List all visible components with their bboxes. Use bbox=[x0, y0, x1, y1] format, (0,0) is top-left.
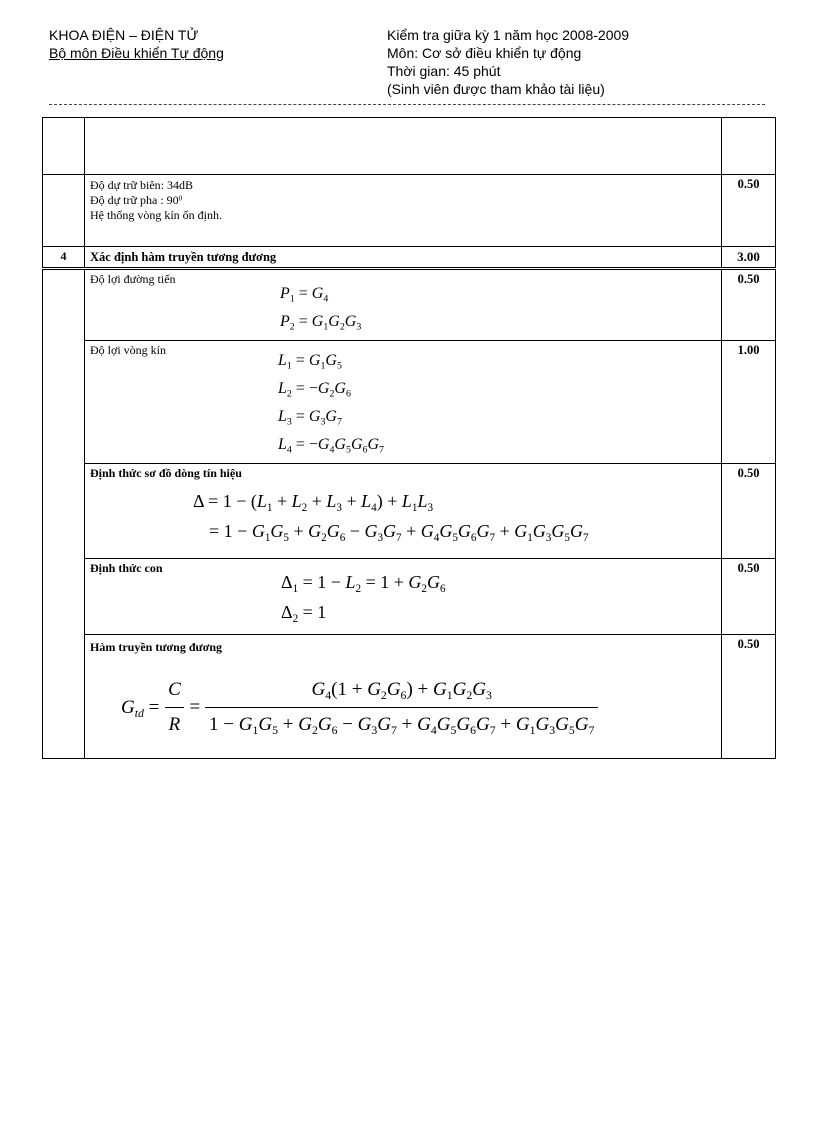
cofactor-equations bbox=[281, 567, 446, 627]
score-value: 0.50 bbox=[722, 175, 776, 247]
equation: $\Delta_2 = 1$ bbox=[281, 602, 327, 625]
exam-time: Thời gian: 45 phút bbox=[387, 63, 501, 79]
content-cell bbox=[85, 118, 722, 175]
equation: $L_1 = G_1G_5$ bbox=[278, 352, 342, 372]
table-row bbox=[43, 559, 776, 635]
question-number: 4 bbox=[43, 247, 85, 269]
number-cell bbox=[43, 175, 85, 247]
score-cell bbox=[722, 118, 776, 175]
equation: $P_1 = G_4$ bbox=[280, 285, 329, 305]
forward-gain-label: Độ lợi đường tiến bbox=[90, 272, 176, 286]
determinant-label: Định thức sơ đồ dòng tín hiệu bbox=[90, 466, 242, 480]
score-value: 0.50 bbox=[722, 635, 776, 759]
table-row bbox=[43, 341, 776, 464]
loop-gain-equations bbox=[278, 347, 384, 459]
exam-note: (Sinh viên được tham khảo tài liệu) bbox=[387, 81, 605, 97]
equation: $\Delta_1 = 1 - L_2 = 1 + G_2G_6$ bbox=[281, 572, 446, 595]
answer-table bbox=[42, 117, 776, 759]
determinant-content bbox=[85, 464, 722, 559]
fraction: $\frac{G_4(1 + G_2G_6) + G_1G_2G_3}{1 - G_1G_5 + G_2G_6 - G_3G_7 + G_4G_5G_6G_7 + G_1G_3G_5G_7}$ bbox=[205, 675, 598, 740]
equation: $L_3 = G_3G_7$ bbox=[278, 408, 342, 428]
faculty-name: KHOA ĐIỆN – ĐIỆN TỬ bbox=[49, 27, 199, 43]
table-row bbox=[43, 247, 776, 269]
subject: Môn: Cơ sở điều khiển tự động bbox=[387, 45, 582, 61]
table-row bbox=[43, 269, 776, 341]
forward-gain-content bbox=[85, 269, 722, 341]
score-value: 1.00 bbox=[722, 341, 776, 464]
score-value: 0.50 bbox=[722, 464, 776, 559]
equation: $P_2 = G_1G_2G_3$ bbox=[280, 313, 362, 333]
number-cell bbox=[43, 269, 85, 759]
fraction: $\frac{C}{R}$ bbox=[164, 675, 185, 740]
transfer-function-label: Hàm truyền tương đương bbox=[90, 640, 223, 654]
gain-margin: Độ dự trữ biên: 34dB bbox=[90, 178, 194, 192]
cofactor-content bbox=[85, 559, 722, 635]
cofactor-label: Định thức con bbox=[90, 561, 163, 575]
question-score: 3.00 bbox=[722, 247, 776, 269]
table-row bbox=[43, 464, 776, 559]
header-right bbox=[387, 26, 629, 98]
exam-title: Kiểm tra giữa kỳ 1 năm học 2008-2009 bbox=[387, 27, 630, 43]
equation: $\Delta = 1 - (L_1 + L_2 + L_3 + L_4) + L_1L_3$ bbox=[193, 491, 434, 514]
loop-gain-label: Độ lợi vòng kín bbox=[90, 343, 167, 357]
phase-margin: Độ dự trữ pha : $90^0$ bbox=[90, 193, 183, 207]
table-row bbox=[43, 118, 776, 175]
transfer-function-content bbox=[85, 635, 722, 759]
header-left bbox=[49, 26, 224, 62]
table-row bbox=[43, 635, 776, 759]
determinant-equations bbox=[193, 486, 589, 546]
table-row bbox=[43, 175, 776, 247]
margin-content bbox=[85, 175, 722, 247]
transfer-function-equation: $G_{td}$ = $\frac{C}{R}$ = $\frac{G_4(1 + G_2G_6) + G_1G_2G_3}{1 - G_1G_5 + G_2G_6 - G_3G_7 + G_4G_5G_6G_7 + G_1G_3G_5G_7}$ bbox=[121, 675, 598, 740]
equation: $L_4 = -G_4G_5G_6G_7$ bbox=[278, 436, 384, 456]
equation: $L_2 = -G_2G_6$ bbox=[278, 380, 351, 400]
stability-conclusion: Hệ thống vòng kín ổn định. bbox=[90, 208, 222, 222]
forward-gain-equations bbox=[280, 280, 361, 336]
question-title: Xác định hàm truyền tương đương bbox=[85, 247, 722, 269]
number-cell bbox=[43, 118, 85, 175]
header-divider bbox=[49, 104, 765, 105]
score-value: 0.50 bbox=[722, 559, 776, 635]
score-value: 0.50 bbox=[722, 269, 776, 341]
loop-gain-content bbox=[85, 341, 722, 464]
equation: = $1 - G_1G_5 + G_2G_6 - G_3G_7 + G_4G_5G_6G_7 + G_1G_3G_5G_7$ bbox=[209, 521, 589, 544]
department-name: Bộ môn Điều khiển Tự động bbox=[49, 45, 224, 61]
